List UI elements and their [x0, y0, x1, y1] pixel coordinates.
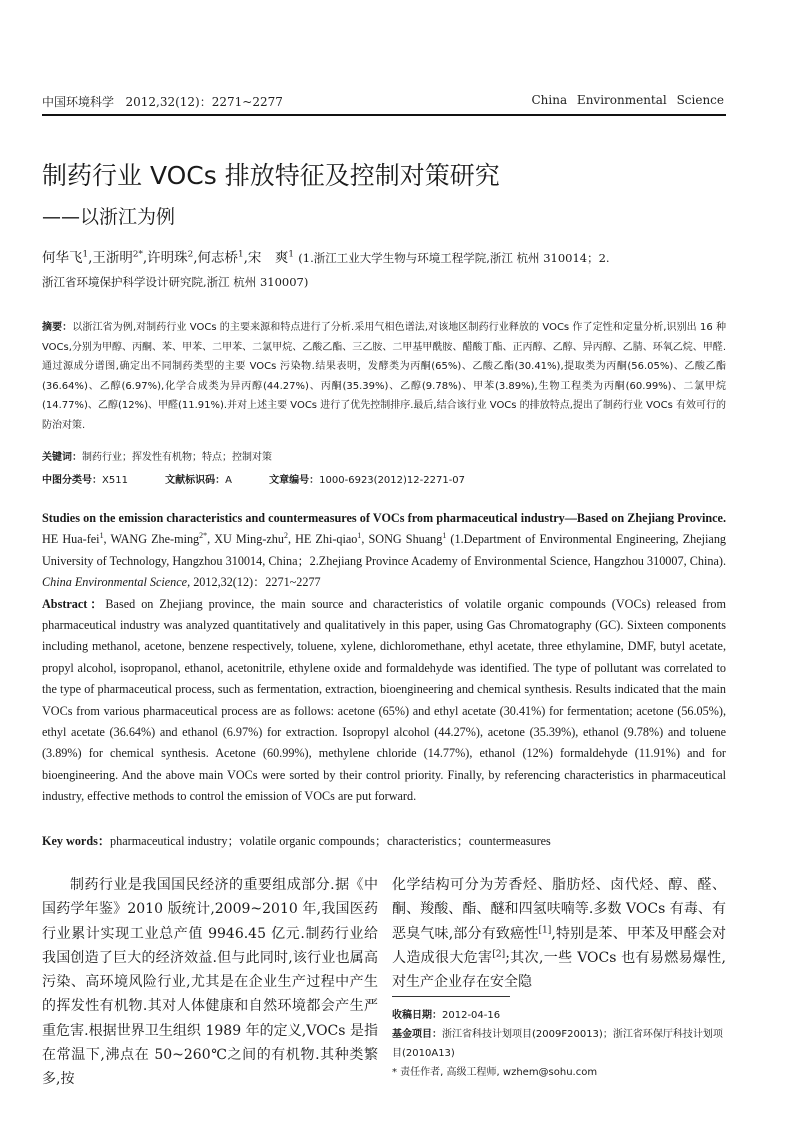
author-sup: 1: [357, 531, 362, 541]
english-journal: China Environmental Science,: [42, 575, 191, 590]
body-text: 化学结构可分为芳香烃、脂肪烃、卤代烃、醇、醛、酮、羧酸、酯、醚和四氢呋喃等.多数 VOCs 有毒、有恶臭气味,部分有致癌性: [392, 877, 726, 942]
english-author: , WANG Zhe-ming: [103, 532, 200, 547]
body-column-right: [392, 873, 726, 994]
received-value: 2012-04-16: [442, 1010, 501, 1021]
english-citation: 2012,32(12)：2271~2277: [190, 575, 321, 590]
author-block: [42, 246, 732, 294]
running-header-left: [42, 93, 283, 110]
doc-label: 文献标识码：: [165, 475, 226, 486]
author-sup: 2*: [199, 531, 208, 541]
author-sup: 1: [82, 249, 89, 260]
journal-name-cn: 中国环境科学: [42, 95, 115, 109]
english-author: HE Hua-fei: [42, 532, 100, 547]
affiliation-cont: 浙江省环境保护科学设计研究院,浙江 杭州 310007): [42, 275, 309, 289]
clc-label: 中图分类号：: [42, 475, 102, 486]
paper-title: 制药行业 VOCs 排放特征及控制对策研究: [42, 161, 500, 190]
journal-citation: 2012,32(12)：2271~2277: [125, 95, 283, 109]
english-author: , XU Ming-zhu: [207, 532, 284, 547]
author-sup: 2: [187, 249, 194, 260]
english-abstract-label: Abstract：: [42, 596, 106, 611]
header-rule: [42, 114, 726, 116]
english-abstract-text: Based on Zhejiang province, the main source and characteristics of volatile organic compounds (VOCs) released from pharmaceutical industry was analyzed quantitatively and qualitatively in this paper, using Gas Chromatography (GC). Sixteen components including methanol, acetone, benzene respectively, toluene, xylene, dichloromethane, ethyl acetate, three ethylamine, DMF, butyl acetate, propyl alcohol, isopropanol, ethanol, acetonitrile, ethylene oxide and formaldehyde was identified. The type of pollutant was correlated to the type of pharmaceutical process, such as fermentation, extraction, bioengineering and chemical synthesis. Results indicated that the main VOCs from various pharmaceutical process are as follows: acetone (65%) and ethyl acetate (30.41%) for fermentation; acetone (56.05%), ethyl acetate (36.64%) and ethanol (6.97%) for extraction. Isopropyl alcohol (44.27%), acetone (35.39%), ethanol (9.78%) and toluene (3.89%) for chemical synthesis. Acetone (60.99%), methylene chloride (14.77%), ethanol (12%) formaldehyde (11.91%) and for bioengineering. And the above main VOCs were sorted by their control priority. Finally, by referencing characteristics in pharmaceutical industry, effective methods to control the emission of VOCs are put forward.: [42, 596, 726, 804]
doc-code: [165, 475, 232, 486]
author-sup: 2: [283, 531, 288, 541]
author-name: ,许明珠: [142, 250, 188, 266]
article-label: 文章编号：: [269, 475, 320, 486]
fund-value: 浙江省科技计划项目(2009F20013)；浙江省环保厅科技计划项目(2010A13): [392, 1029, 723, 1059]
body-paragraph: 制药行业是我国国民经济的重要组成部分.据《中国药学年鉴》2010 版统计,2009~2010 年,我国医药行业累计实现工业总产值 9946.45 亿元.制药行业给我国创造了巨大的经济效益.但与此同时,该行业也属高污染、高环境风险行业,尤其是在企业生产过程中产生的挥发性有机物.其对人体健康和自然环境都会产生严重危害.根据世界卫生组织 1989 年的定义,VOCs 是指在常温下,沸点在 50~260℃之间的有机物.其种类繁多,按: [42, 877, 378, 1088]
fund-label: 基金项目：: [392, 1029, 442, 1040]
author-name: ,何志桥: [193, 250, 239, 266]
fund-info: [392, 1025, 726, 1063]
citation-ref: [2]: [492, 949, 506, 960]
received-date: [392, 1006, 726, 1025]
body-paragraph: [392, 873, 726, 994]
doc-value: A: [225, 475, 232, 486]
paper-subtitle: ——以浙江为例: [42, 206, 176, 228]
article-number: [269, 475, 465, 486]
journal-name-en: China Environmental Science: [531, 93, 724, 107]
article-value: 1000-6923(2012)12-2271-07: [319, 475, 466, 486]
abstract-text: 以浙江省为例,对制药行业 VOCs 的主要来源和特点进行了分析.采用气相色谱法,对该地区制药行业释放的 VOCs 作了定性和定量分析,识别出 16 种 VOCs,分别为甲醇、丙酮、苯、甲苯、二甲苯、二氯甲烷、乙酸乙酯、三乙胺、二甲基甲酰胺、醋酸丁酯、正丙醇、乙醇、异丙醇、乙腈、环氧乙烷、甲醛.通过源成分谱图,确定出不同制药类型的主要 VOCs 污染物.结果表明，发酵类为丙酮(65%)、乙酸乙酯(30.41%),提取类为丙酮(56.05%)、乙酸乙酯(36.64%)、乙醇(6.97%),化学合成类为异丙醇(44.27%)、丙酮(35.39%)、乙醇(9.78%)、甲苯(3.89%),生物工程类为丙酮(60.99%)、二氯甲烷(14.77%)、乙醇(12%)、甲醛(11.91%).并对上述主要 VOCs 进行了优先控制排序.最后,结合该行业 VOCs 的排放特点,提出了制药行业 VOCs 有效可行的防治对策.: [42, 322, 727, 431]
chinese-abstract: [42, 318, 726, 436]
english-author: , SONG Shuang: [361, 532, 443, 547]
english-abstract-block: [42, 508, 726, 808]
corresp-value: 高级工程师, wzhem@sohu.com: [443, 1067, 598, 1078]
footnote-rule: [392, 996, 510, 997]
english-keywords: [42, 832, 726, 849]
received-label: 收稿日期：: [392, 1010, 442, 1021]
affiliation: (1.浙江工业大学生物与环境工程学院,浙江 杭州 310014；2.: [298, 251, 610, 265]
chinese-keywords: [42, 448, 726, 463]
author-sup: 1: [238, 249, 244, 260]
body-text: ;其次,一些 VOCs 也有易燃易爆性,对生产企业存在安全隐: [392, 949, 726, 991]
footnotes: [392, 1006, 726, 1082]
corresp-label: * 责任作者,: [392, 1067, 444, 1078]
author-sup: 1: [442, 531, 447, 541]
english-title: Studies on the emission characteristics and countermeasures of VOCs from pharmaceutical industry—Based on Zhejiang Province.: [42, 511, 726, 525]
abstract-label: 摘要：: [42, 322, 73, 333]
author-name: ,王浙明: [88, 250, 133, 266]
citation-ref: [1]: [538, 924, 552, 935]
classification-line: [42, 471, 726, 486]
author-name: ,宋 爽: [243, 250, 289, 266]
english-keywords-label: Key words：: [42, 834, 111, 848]
corresponding-author: [392, 1063, 726, 1082]
body-column-left: [42, 873, 378, 1092]
clc-value: X511: [102, 475, 128, 486]
english-affiliation: (1.Department of Environmental Engineering, Zhejiang University of Technology, Hangzhou 310014, China；2.Zhejiang Province Academy of Environmental Science, Hangzhou 310007, China).: [42, 532, 727, 568]
english-author: , HE Zhi-qiao: [287, 532, 358, 547]
author-sup: 1: [288, 249, 294, 260]
author-sup: 2*: [132, 249, 143, 260]
english-keywords-text: pharmaceutical industry；volatile organic compounds；characteristics；countermeasures: [110, 834, 551, 848]
keywords-label: 关键词：: [42, 452, 82, 463]
author-name: 何华飞: [42, 250, 83, 266]
clc-code: [42, 475, 128, 486]
keywords-text: 制药行业；挥发性有机物；特点；控制对策: [82, 452, 272, 463]
body-text: ,特别是苯、甲苯及甲醛会对人造成很大危害: [392, 925, 727, 966]
author-sup: 1: [99, 531, 104, 541]
